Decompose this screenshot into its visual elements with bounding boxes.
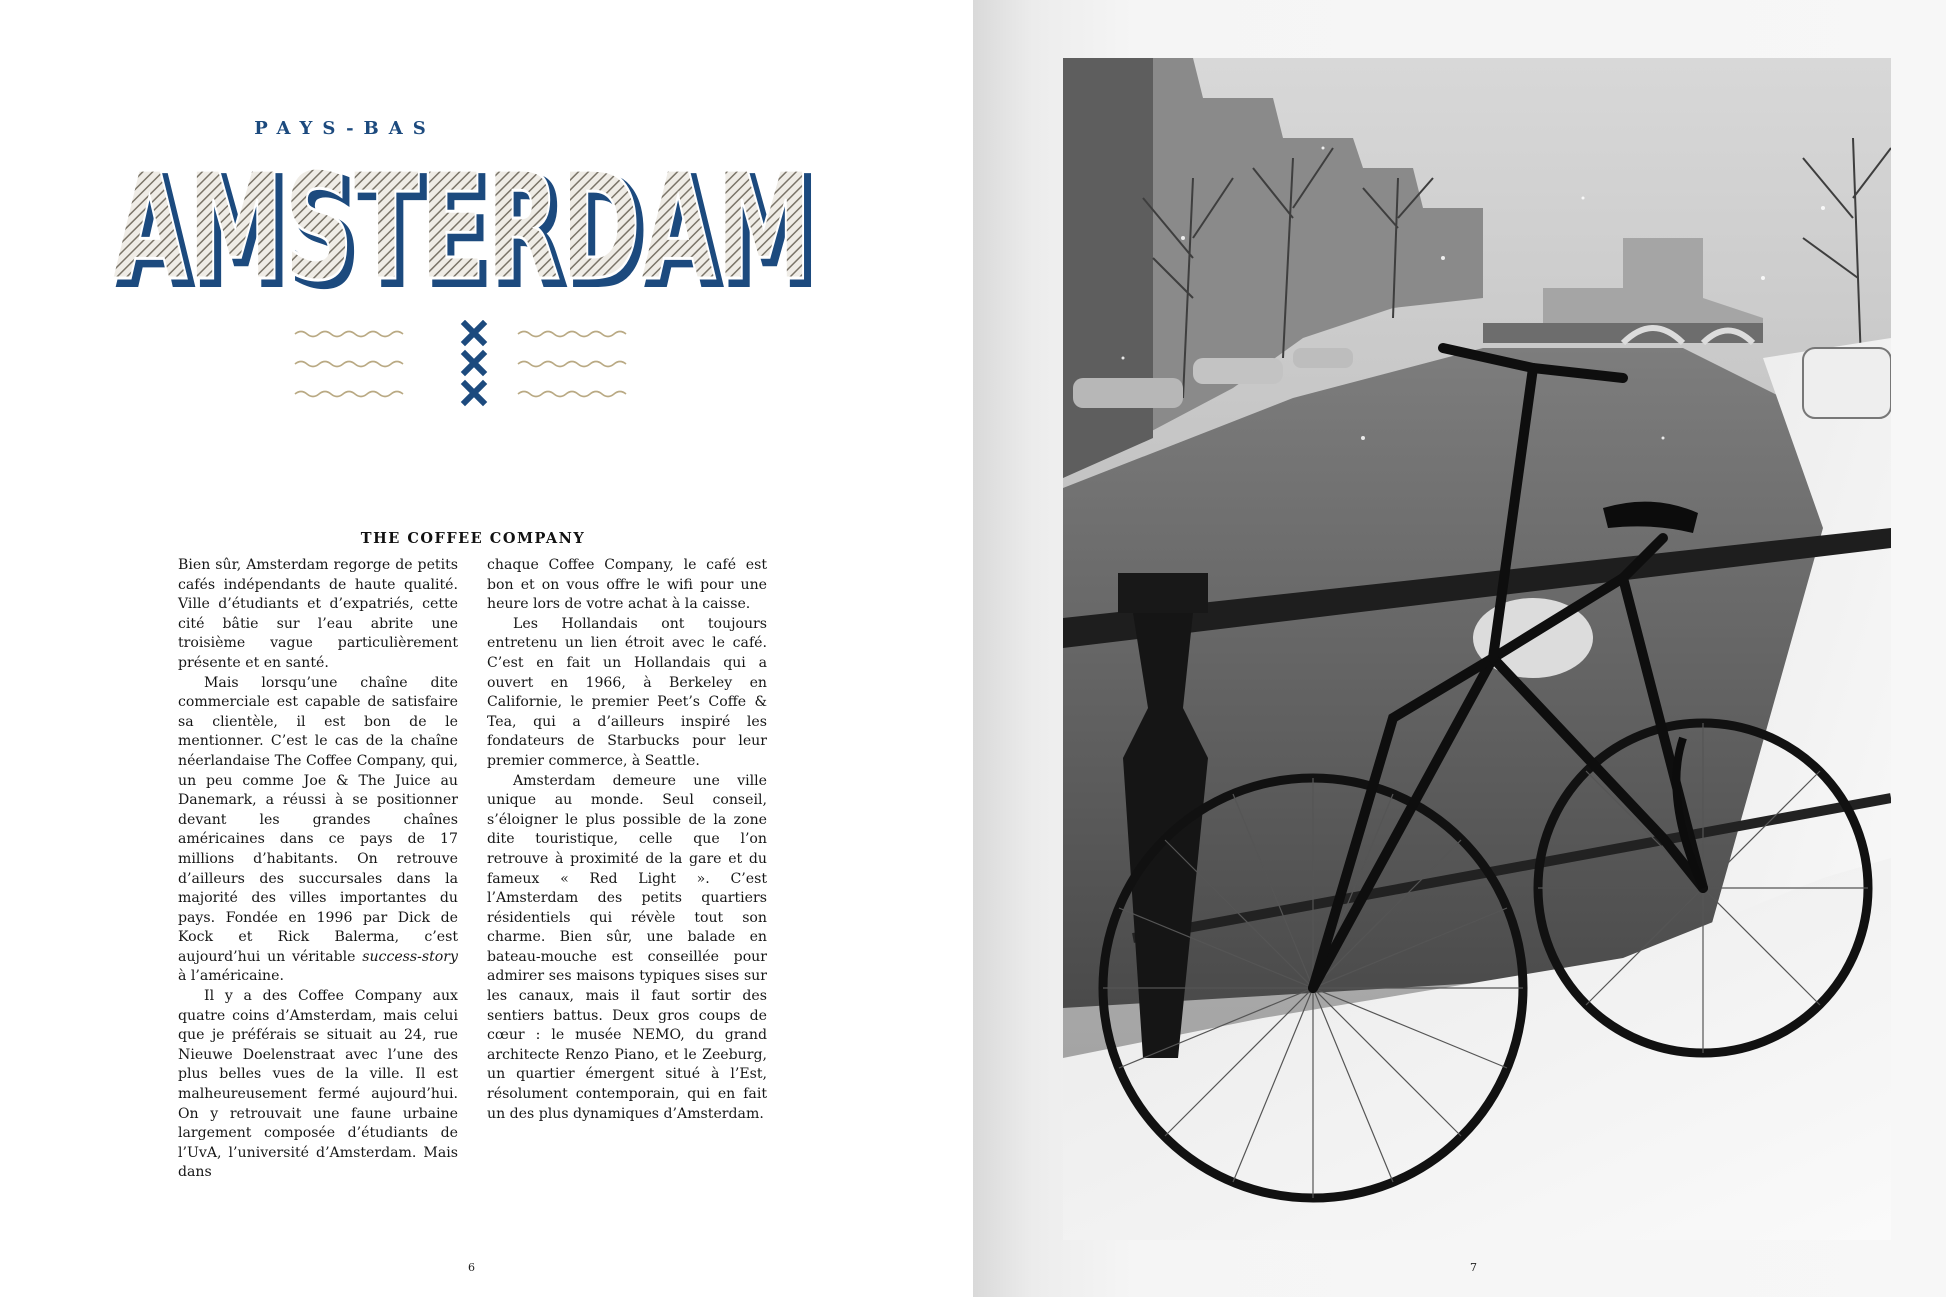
section-heading: THE COFFEE COMPANY <box>360 530 586 547</box>
city-title-face: AMSTERDAM <box>112 164 812 296</box>
city-title <box>110 164 830 296</box>
paragraph: Les Hollandais ont toujours entretenu un lien étroit avec le café. C’est en fait un Hollandais qui a ouvert en 1966, à Berkeley en Californie, le premier Peet’s Coffe & Tea, qui a d’ailleurs inspiré les fondateurs de Starbucks pour leur premier commerce, à Seattle. <box>487 615 767 769</box>
body-column-2 <box>487 556 767 1124</box>
paragraph: Amsterdam demeure une ville unique au monde. Seul conseil, s’éloigner le plus possible de la zone dite touristique, celle que l’on retrouve à proximité de la gare et du fameux « Red Light ». C’est l’Amsterdam des petits quartiers résidentiels qui révèle tout son charme. Bien sûr, une balade en bateau-mouche est conseillée pour admirer ses maisons typiques sises sur les canaux, mais il faut sortir des sentiers battus. Deux gros coups de cœur : le musée NEMO, du grand architecte Renzo Piano, et le Zeeburg, un quartier émergent situé à l’Est, résolument contemporain, qui en fait un des plus dynamiques d’Amsterdam. <box>487 772 767 1122</box>
andreas-cross-icon <box>290 320 660 410</box>
paragraph: Il y a des Coffee Company aux quatre coins d’Amsterdam, mais celui que je préférais se situait au 24, rue Nieuwe Doelenstraat avec l’une des plus belles vues de la ville. Il est malheureusement fermé aujourd’hui. On y retrouvait une faune urbaine largement composée d’étudiants de l’UvA, l’université d’Amsterdam. Mais dans <box>178 988 458 1181</box>
italic-term: success-story <box>362 948 458 965</box>
country-kicker: PAYS-BAS <box>254 118 436 139</box>
city-title-shadow: AMSTERDAM <box>118 164 818 296</box>
page-number-right: 7 <box>1470 1261 1477 1274</box>
paragraph: chaque Coffee Company, le café est bon et on vous offre le wifi pour une heure lors de votre achat à la caisse. <box>487 557 767 613</box>
body-column-1 <box>178 556 458 1183</box>
snowy-canal-bicycle-photo <box>1063 58 1891 1240</box>
paragraph: Mais lorsqu’une chaîne dite commerciale est capable de satisfaire sa clientèle, il est bon de le mentionner. C’est le cas de la chaîne néerlandaise The Coffee Company, qui, un peu comme Joe & The Juice au Danemark, a réussi à se positionner devant les grandes chaînes américaines dans ce pays de 17 millions d’habitants. On retrouve d’ailleurs des succursales dans la majorité des villes importantes du pays. Fondée en 1996 par Dick de Kock et Rick Balerma, c’est aujourd’hui un véritable success-story à l’américaine. <box>178 674 458 985</box>
paragraph: Bien sûr, Amsterdam regorge de petits cafés indépendants de haute qualité. Ville d’étudiants et d’expatriés, cette cité bâtie sur l’eau abrite une troisième vague particulièrement présente et en santé. <box>178 557 458 671</box>
page-number-left: 6 <box>468 1261 475 1274</box>
